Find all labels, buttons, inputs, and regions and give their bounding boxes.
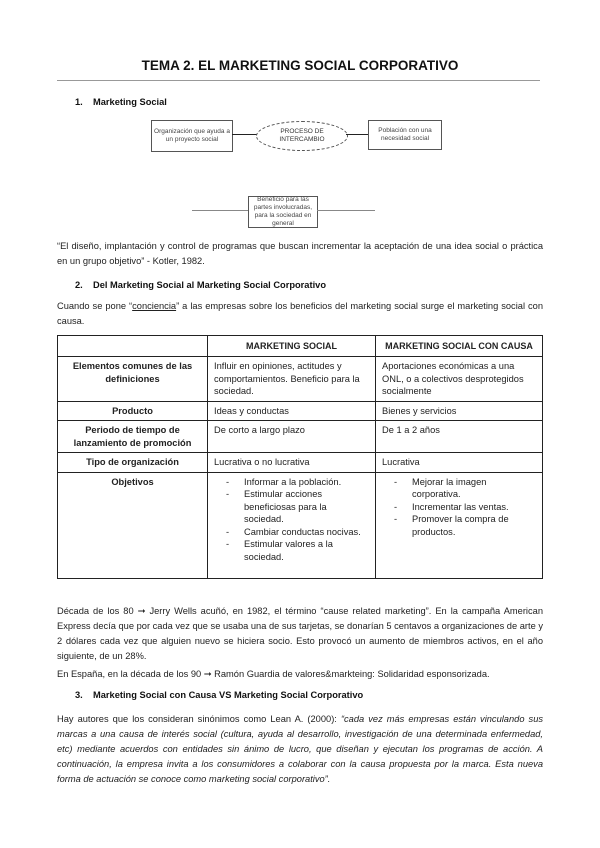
table-cell: Aportaciones económicas a una ONL, o a colectivos desprotegidos socialmente bbox=[376, 357, 543, 402]
diagram-process-ellipse: PROCESO DE INTERCAMBIO bbox=[256, 121, 348, 151]
underlined-term: conciencia bbox=[132, 301, 177, 311]
list-item: - Cambiar conductas nocivas. bbox=[244, 526, 369, 539]
objectives-list bbox=[214, 476, 369, 564]
text: Hay autores que los consideran sinónimos como Lean A. (2000): bbox=[57, 714, 341, 724]
row-label: Periodo de tiempo de lanzamiento de promoción bbox=[58, 421, 208, 453]
header-cell: MARKETING SOCIAL bbox=[208, 336, 376, 357]
table-cell: Lucrativa o no lucrativa bbox=[208, 453, 376, 473]
row-label: Tipo de organización bbox=[58, 453, 208, 473]
list-item: - Promover la compra de productos. bbox=[412, 513, 536, 538]
section-3-heading bbox=[75, 690, 363, 700]
paragraph-80s: Década de los 80 ➞ Jerry Wells acuñó, en 1982, el término “cause related marketing”. En la campaña American Express decía que por cada vez que se usaba una de sus tarjetas, se donarían 5 centavos a organizaciones de arte y 2 dólares cada vez que alguien nuevo se hiciera socio. Esto provocó un aumento de miembros activos, en el año siguiente, de un 28%. bbox=[57, 606, 543, 661]
list-item: - Estimular valores a la sociedad. bbox=[244, 538, 369, 563]
table-row bbox=[58, 472, 543, 578]
section-2-heading bbox=[75, 280, 326, 290]
table-row bbox=[58, 357, 543, 402]
table-cell: De 1 a 2 años bbox=[376, 421, 543, 453]
section-number: 3. bbox=[75, 690, 83, 700]
diagram-population-box: Población con una necesidad social bbox=[368, 120, 442, 150]
section-2-paragraph bbox=[57, 299, 543, 329]
text: Cuando se pone “ bbox=[57, 301, 133, 311]
list-item: - Mejorar la imagen corporativa. bbox=[412, 476, 536, 501]
list-item: - Informar a la población. bbox=[244, 476, 369, 489]
section-number: 2. bbox=[75, 280, 83, 290]
table-cell: Lucrativa bbox=[376, 453, 543, 473]
section-3-paragraph bbox=[57, 712, 543, 787]
section-title: Del Marketing Social al Marketing Social Corporativo bbox=[93, 280, 326, 290]
connector-line bbox=[346, 134, 368, 135]
list-item: - Estimular acciones beneficiosas para la sociedad. bbox=[244, 488, 369, 526]
table-cell bbox=[376, 472, 543, 578]
comparison-table bbox=[57, 335, 543, 579]
kotler-quote: “El diseño, implantación y control de programas que buscan incrementar la aceptación de una idea social o práctica en un grupo objetivo” - Kotler, 1982. bbox=[57, 241, 543, 266]
text: ” a las empresas sobre los beneficios del marketing social surge el marketing social con causa. bbox=[57, 301, 543, 326]
table-cell: Bienes y servicios bbox=[376, 401, 543, 421]
paragraph-90s: En España, en la década de los 90 ➞ Ramón Guardia de valores&markteing: Solidaridad esponsorizada. bbox=[57, 669, 490, 679]
section-number: 1. bbox=[75, 97, 83, 107]
page-title: TEMA 2. EL MARKETING SOCIAL CORPORATIVO bbox=[141, 58, 459, 73]
section-title: Marketing Social con Causa VS Marketing Social Corporativo bbox=[93, 690, 364, 700]
connector-line bbox=[317, 210, 375, 211]
header-cell bbox=[58, 336, 208, 357]
table-row bbox=[58, 401, 543, 421]
section-title: Marketing Social bbox=[93, 97, 167, 107]
row-label: Objetivos bbox=[58, 472, 208, 578]
objectives-list bbox=[382, 476, 536, 539]
diagram-organization-box: Organización que ayuda a un proyecto social bbox=[151, 120, 233, 152]
table-row bbox=[58, 421, 543, 453]
row-label: Elementos comunes de las definiciones bbox=[58, 357, 208, 402]
header-cell: MARKETING SOCIAL CON CAUSA bbox=[376, 336, 543, 357]
table-cell bbox=[208, 472, 376, 578]
connector-line bbox=[232, 134, 257, 135]
table-cell: Influir en opiniones, actitudes y comportamientos. Beneficio para la sociedad. bbox=[208, 357, 376, 402]
italic-quote: “cada vez más empresas están vinculando sus marcas a una causa de interés social (cultura, ayuda al desarrollo, investigación de una determinada enfermedad, etc) mediante acuerdos con entidades sin ánimo de lucro, que diseñan y ejecutan los programas de acción. A continuación, la empresa invita a los consumidores a colaborar con la causa propuesta por la marca. Esta nueva forma de actuación se conoce como marketing social corporativo”. bbox=[57, 714, 544, 784]
table-cell: Ideas y conductas bbox=[208, 401, 376, 421]
row-label: Producto bbox=[58, 401, 208, 421]
connector-line bbox=[192, 210, 248, 211]
title-divider bbox=[57, 80, 540, 81]
table-header-row bbox=[58, 336, 543, 357]
section-1-heading bbox=[75, 97, 167, 107]
list-item: - Incrementar las ventas. bbox=[412, 501, 536, 514]
table-cell: De corto a largo plazo bbox=[208, 421, 376, 453]
table-row bbox=[58, 453, 543, 473]
diagram-benefit-box: Beneficio para las partes involucradas, para la sociedad en general bbox=[248, 196, 318, 228]
